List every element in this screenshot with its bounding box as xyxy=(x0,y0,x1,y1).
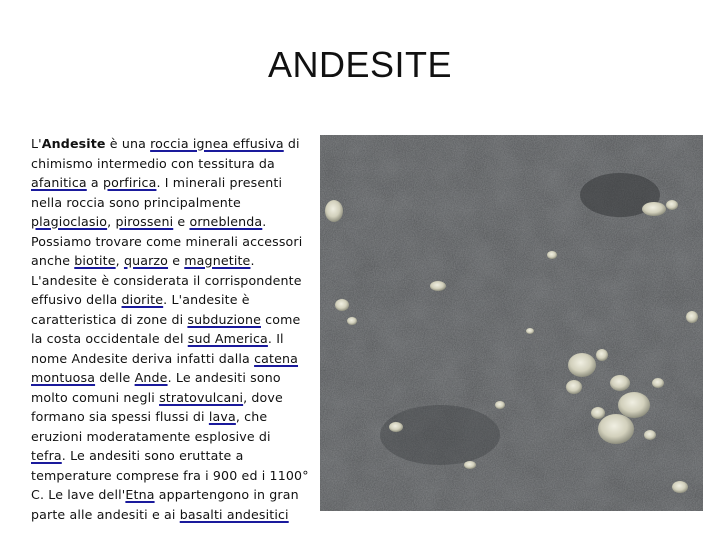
link-catena-montuosa[interactable]: catena montuosa xyxy=(31,350,299,385)
paragraph-text: di chimismo intermedio con tessitura da xyxy=(31,136,300,171)
paragraph-text: appartengono in gran parte alle andesiti e ai xyxy=(31,487,299,522)
paragraph-text: , xyxy=(115,253,124,268)
paragraph-text: delle xyxy=(95,370,135,385)
paragraph-text: a xyxy=(86,175,103,190)
link-etna[interactable]: Etna xyxy=(125,487,155,502)
link-magnetite[interactable]: magnetite xyxy=(184,253,251,268)
andesite-description xyxy=(31,134,309,524)
paragraph-text: . L'andesite è caratteristica di zone di xyxy=(31,292,250,327)
link-subduzione[interactable]: subduzione xyxy=(187,311,261,327)
link-roccia-ignea-effusiva[interactable]: roccia ignea effusiva xyxy=(150,136,284,151)
paragraph-text: . L'andesite è considerata il corrispondente effusivo della xyxy=(31,253,302,307)
paragraph-text: Andesite xyxy=(41,136,106,151)
rock-image xyxy=(320,135,703,511)
link-diorite[interactable]: diorite xyxy=(121,292,164,307)
link-orneblenda[interactable]: orneblenda xyxy=(189,214,263,229)
paragraph-text: , che eruzioni moderatamente esplosive di xyxy=(31,409,271,444)
paragraph-text: . Le andesiti sono eruttate a temperature comprese fra i 900 ed i 1100° C. Le lave dell' xyxy=(31,448,309,502)
andesite-rock-photo xyxy=(320,135,703,511)
paragraph-text: . Possiamo trovare come minerali accessori anche xyxy=(31,214,303,268)
paragraph-text: . Le andesiti sono molto comuni negli xyxy=(31,370,281,405)
link-stratovulcani[interactable]: stratovulcani xyxy=(159,389,244,405)
paragraph-text: , xyxy=(107,214,116,229)
link-lava[interactable]: lava xyxy=(208,409,236,424)
link-afanitica[interactable]: afanitica xyxy=(31,175,87,190)
paragraph-text: e xyxy=(168,253,185,268)
paragraph-text: è una xyxy=(105,136,151,151)
link-ande[interactable]: Ande xyxy=(134,370,168,385)
slide-title: ANDESITE xyxy=(267,44,453,85)
paragraph-text: . Il nome Andesite deriva infatti dalla xyxy=(31,331,284,366)
link-porfirica[interactable]: porfirica xyxy=(102,175,157,190)
paragraph-text: e xyxy=(173,214,190,229)
link-basalti-andesitici[interactable]: basalti andesitici xyxy=(179,506,289,522)
link-pirosseni[interactable]: pirosseni xyxy=(115,214,174,229)
link-plagioclasio[interactable]: plagioclasio xyxy=(31,214,108,229)
paragraph-text: , dove formano sia spessi flussi di xyxy=(31,389,283,424)
link-quarzo[interactable]: quarzo xyxy=(123,253,169,268)
paragraph-text: L' xyxy=(31,136,42,151)
link-sud-america[interactable]: sud America xyxy=(187,331,268,346)
link-tefra[interactable]: tefra xyxy=(31,448,62,463)
paragraph-text: . I minerali presenti nella roccia sono principalmente xyxy=(31,175,283,210)
link-biotite[interactable]: biotite xyxy=(74,253,116,268)
paragraph-text: come la costa occidentale del xyxy=(31,311,301,346)
